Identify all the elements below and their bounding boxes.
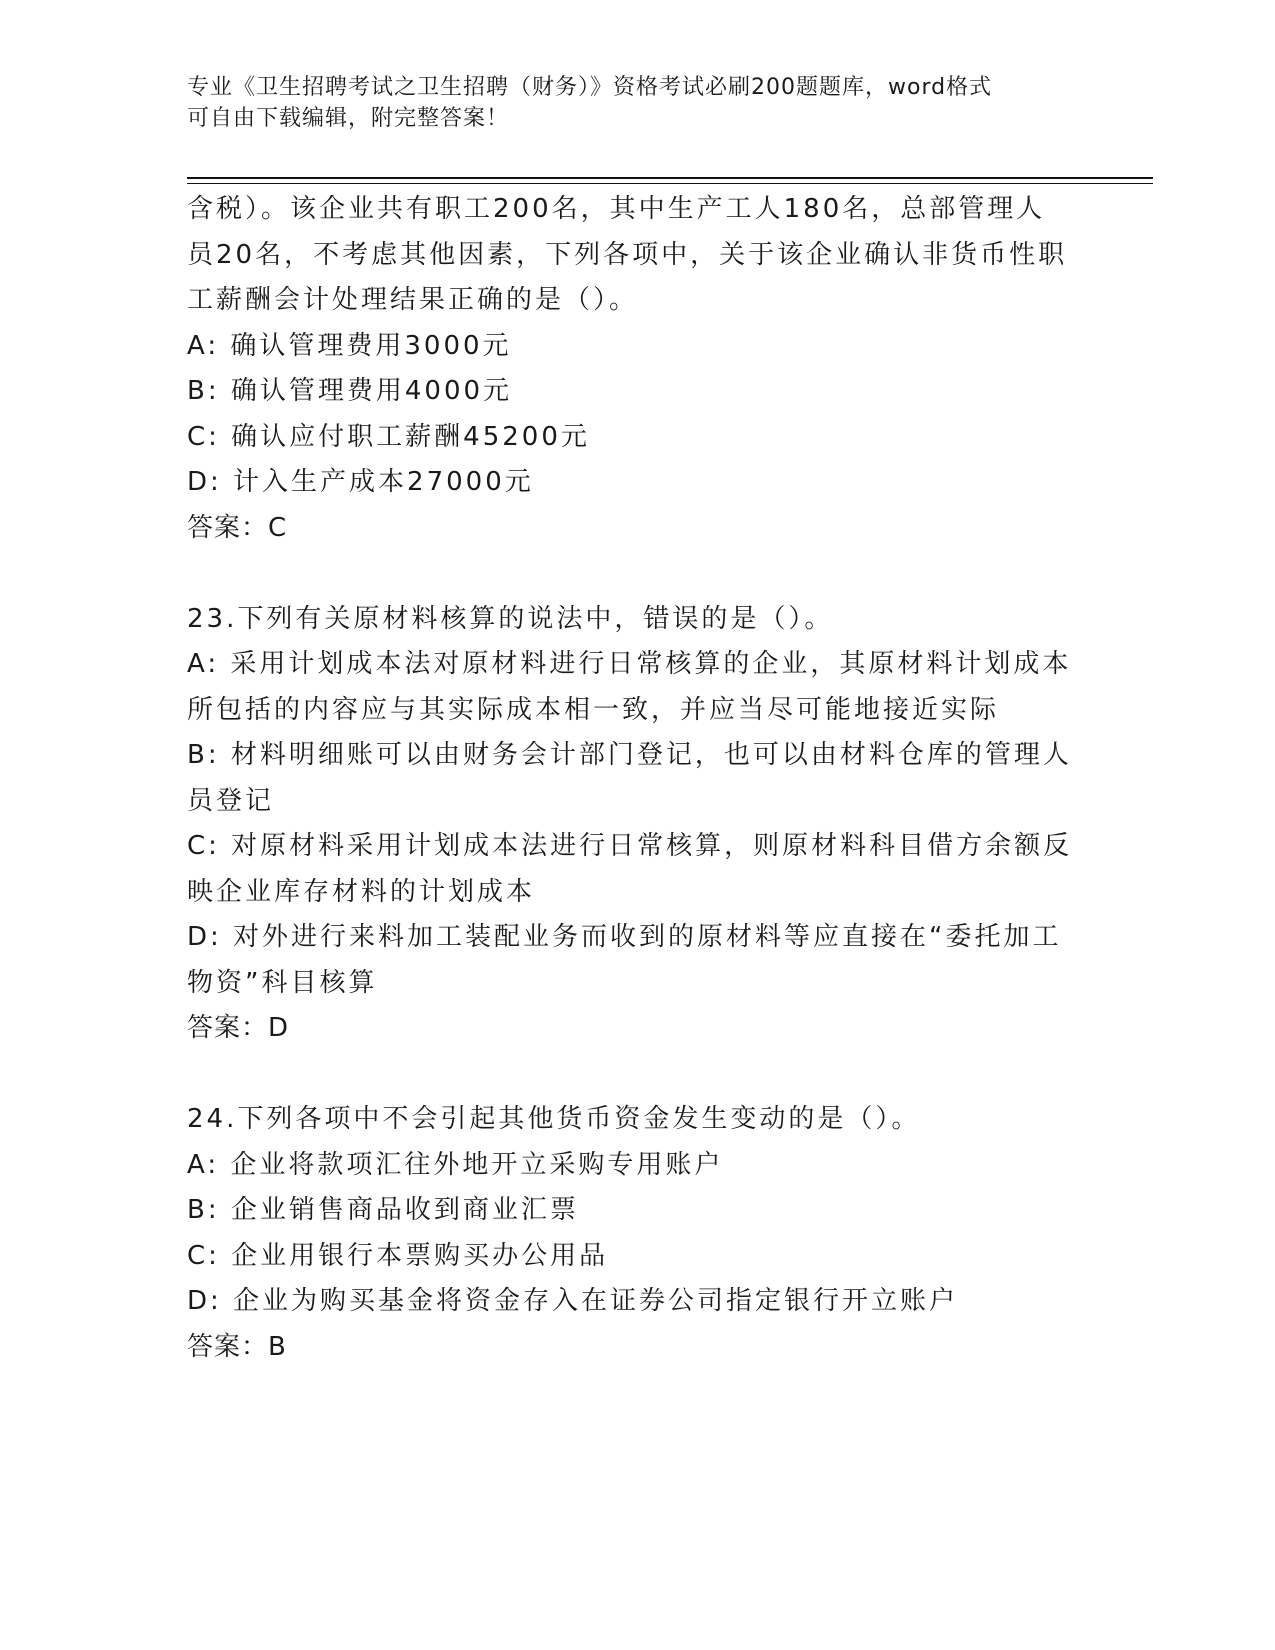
document-header [187,72,1087,134]
question-stem-line: 24.下列各项中不会引起其他货币资金发生变动的是（）。 [187,1104,921,1134]
question-stem-line: 工薪酬会计处理结果正确的是（）。 [187,285,639,315]
header-title-line-2: 可自由下载编辑，附完整答案！ [187,106,510,131]
question-23 [187,597,1087,1052]
option-b-continued: 员登记 [187,785,275,816]
header-divider-thick [187,177,1153,179]
question-stem-line: 23.下列有关原材料核算的说法中，错误的是（）。 [187,603,834,634]
spacer [187,1052,1087,1098]
option-c: C: 企业用银行本票购买办公用品 [187,1240,609,1271]
option-c-continued: 映企业库存材料的计划成本 [187,876,536,907]
answer-label: 答案：C [187,512,288,543]
answer-label: 答案：B [187,1331,287,1362]
question-stem-line: 含税）。该企业共有职工200名，其中生产工人180名，总部管理人 [187,194,1046,224]
option-b: B: 企业销售商品收到商业汇票 [187,1195,579,1225]
option-a: A: 采用计划成本法对原材料进行日常核算的企业，其原材料计划成本 [187,649,1072,679]
header-divider-thin [187,183,1153,184]
question-content [187,187,1087,1370]
spacer [187,551,1087,597]
option-c: C: 对原材料采用计划成本法进行日常核算，则原材料科目借方余额反 [187,831,1073,861]
option-c: C: 确认应付职工薪酬45200元 [187,421,590,452]
option-b: B: 材料明细账可以由财务会计部门登记，也可以由材料仓库的管理人 [187,740,1072,770]
option-d: D: 对外进行来料加工装配业务而收到的原材料等应直接在“委托加工 [187,922,1062,952]
question-24 [187,1097,1087,1370]
header-title-line-1: 专业《卫生招聘考试之卫生招聘（财务）》资格考试必刷200题题库，word格式 [187,75,993,100]
option-d-continued: 物资”科目核算 [187,967,378,998]
option-d: D: 计入生产成本27000元 [187,467,534,497]
question-stem-line: 员20名，不考虑其他因素，下列各项中，关于该企业确认非货币性职 [187,239,1068,270]
option-a: A: 确认管理费用3000元 [187,330,512,361]
option-a-continued: 所包括的内容应与其实际成本相一致，并应当尽可能地接近实际 [187,694,1000,725]
option-a: A: 企业将款项汇往外地开立采购专用账户 [187,1149,724,1180]
option-b: B: 确认管理费用4000元 [187,376,513,406]
answer-label: 答案：D [187,1013,290,1043]
option-d: D: 企业为购买基金将资金存入在证券公司指定银行开立账户 [187,1286,959,1316]
question-22 [187,187,1087,551]
